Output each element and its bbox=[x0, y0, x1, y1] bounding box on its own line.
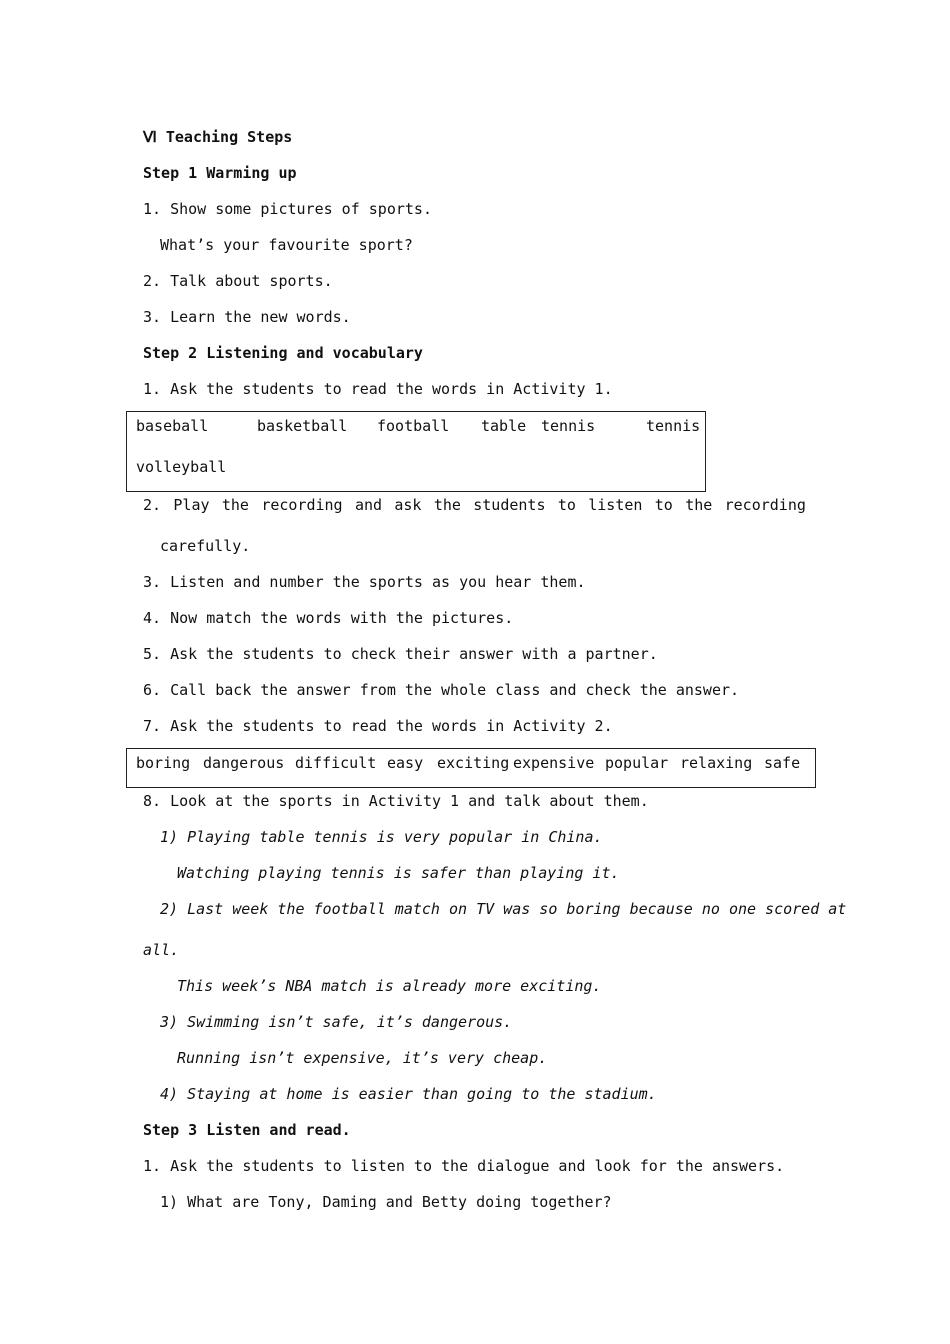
step1-item: 3. Learn the new words. bbox=[143, 308, 351, 326]
step2-item: 3. Listen and number the sports as you hear them. bbox=[143, 573, 586, 591]
step2-item-justified bbox=[143, 495, 806, 515]
step2-title: Step 2 Listening and vocabulary bbox=[143, 344, 423, 362]
word: easy bbox=[387, 754, 424, 772]
step1-item: What’s your favourite sport? bbox=[160, 236, 413, 254]
word: popular bbox=[605, 754, 669, 772]
step2-item: 7. Ask the students to read the words in Activity 2. bbox=[143, 717, 613, 735]
step1-item: 2. Talk about sports. bbox=[143, 272, 333, 290]
word: boring bbox=[136, 754, 191, 772]
word-box-activity2 bbox=[126, 748, 816, 788]
word: dangerous bbox=[203, 754, 285, 772]
step2-item: 6. Call back the answer from the whole class and check the answer. bbox=[143, 681, 740, 699]
word: Play bbox=[173, 496, 210, 514]
word: 2. bbox=[143, 496, 162, 514]
word: the bbox=[221, 496, 249, 514]
example-sentence: This week’s NBA match is already more exciting. bbox=[177, 977, 602, 995]
example-sentence: 3) Swimming isn’t safe, it’s dangerous. bbox=[160, 1013, 513, 1031]
word: safe bbox=[764, 754, 801, 772]
example-sentence: 2) Last week the football match on TV was so boring because no one scored at bbox=[160, 900, 847, 918]
step2-item: 5. Ask the students to check their answer with a partner. bbox=[143, 645, 658, 663]
example-sentence: 1) Playing table tennis is very popular in China. bbox=[160, 828, 603, 846]
word: ask bbox=[394, 496, 422, 514]
word: relaxing bbox=[680, 754, 753, 772]
example-sentence: Watching playing tennis is safer than playing it. bbox=[177, 864, 620, 882]
example-sentence: all. bbox=[143, 941, 180, 959]
word: and bbox=[354, 496, 383, 514]
word: recording bbox=[261, 496, 343, 514]
word-box-activity1 bbox=[126, 411, 706, 492]
section-heading: Ⅵ Teaching Steps bbox=[143, 128, 293, 146]
word: difficult bbox=[295, 754, 377, 772]
step3-title: Step 3 Listen and read. bbox=[143, 1121, 351, 1139]
word: students bbox=[473, 496, 546, 514]
word: table bbox=[481, 417, 527, 435]
word: baseball bbox=[136, 417, 209, 435]
word: recording bbox=[724, 496, 806, 514]
word: tennis bbox=[646, 417, 701, 435]
step2-item: 8. Look at the sports in Activity 1 and talk about them. bbox=[143, 792, 649, 810]
step1-title: Step 1 Warming up bbox=[143, 164, 297, 182]
step2-item-continued: carefully. bbox=[160, 537, 251, 555]
word: volleyball bbox=[136, 458, 227, 476]
word: basketball bbox=[257, 417, 348, 435]
word: listen bbox=[588, 496, 643, 514]
step1-item: 1. Show some pictures of sports. bbox=[143, 200, 432, 218]
word: football bbox=[377, 417, 450, 435]
step2-item: 1. Ask the students to read the words in Activity 1. bbox=[143, 380, 613, 398]
step2-item: 4. Now match the words with the pictures. bbox=[143, 609, 514, 627]
example-sentence: 4) Staying at home is easier than going to the stadium. bbox=[160, 1085, 657, 1103]
word: expensive bbox=[513, 754, 595, 772]
step3-item: 1. Ask the students to listen to the dialogue and look for the answers. bbox=[143, 1157, 785, 1175]
word: to bbox=[654, 496, 673, 514]
word: the bbox=[433, 496, 461, 514]
word: exciting bbox=[437, 754, 510, 772]
example-sentence: Running isn’t expensive, it’s very cheap. bbox=[177, 1049, 548, 1067]
word: to bbox=[557, 496, 576, 514]
word: the bbox=[685, 496, 713, 514]
step3-item: 1) What are Tony, Daming and Betty doing together? bbox=[160, 1193, 612, 1211]
word: tennis bbox=[541, 417, 596, 435]
